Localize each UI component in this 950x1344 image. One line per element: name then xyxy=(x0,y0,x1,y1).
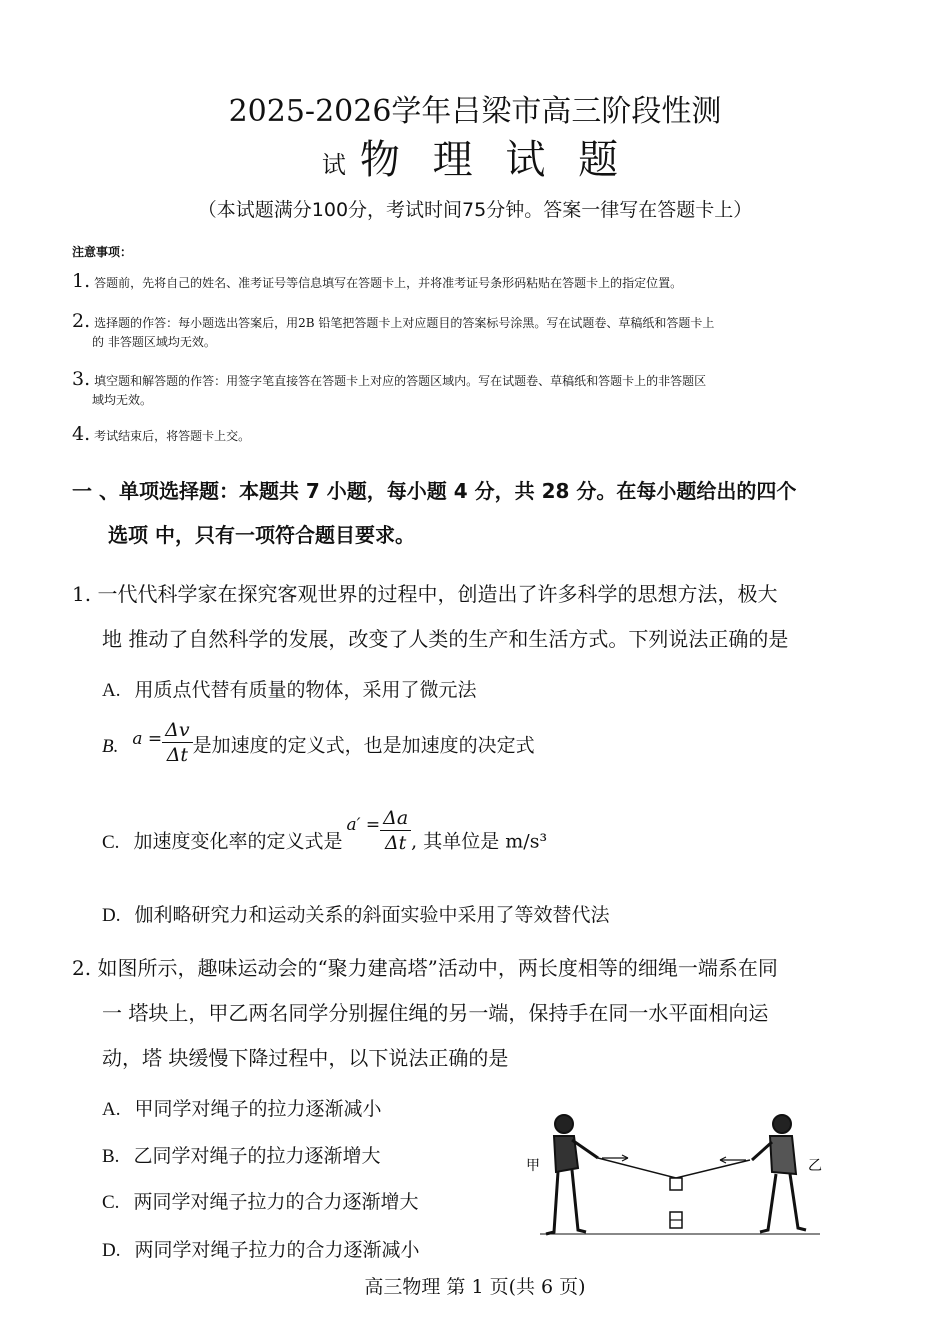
figure-label-right: 乙 xyxy=(808,1158,822,1174)
q1-stem-line2: 地 推动了自然科学的发展，改变了人类的生产和生活方式。下列说法正确的是 xyxy=(102,627,789,651)
option-label: D. xyxy=(102,1240,121,1261)
subject-title: 物 理 试 题 xyxy=(359,137,629,183)
q1-option-d xyxy=(102,900,610,927)
q1-option-b xyxy=(102,719,535,771)
notice-item xyxy=(72,312,882,352)
formula-denominator: Δt xyxy=(384,832,407,854)
option-label: D. xyxy=(102,905,121,926)
option-text: 甲同学对绳子的拉力逐渐减小 xyxy=(134,1098,382,1120)
option-label: B. xyxy=(102,735,119,757)
option-text: 用质点代替有质量的物体，采用了微元法 xyxy=(134,679,477,701)
q2-figure xyxy=(520,1110,830,1245)
notice-num: 4. xyxy=(72,423,91,445)
notice-item xyxy=(72,272,882,293)
q2-stem-line2: 一 塔块上，甲乙两名同学分别握住绳的另一端，保持手在同一水平面相向运 xyxy=(102,1001,769,1025)
notice-text: 选择题的作答：每小题选出答案后，用2B 铅笔把答题卡上对应题目的答案标号涂黑。写在试题卷、草稿纸和答题卡上 xyxy=(94,316,715,330)
notice-text: 填空题和解答题的作答：用签字笔直接答在答题卡上对应的答题区域内。写在试题卷、草稿纸和答题卡上的非答题区 xyxy=(94,374,707,388)
notice-text: 考试结束后，将答题卡上交。 xyxy=(94,429,251,443)
formula-denominator: Δt xyxy=(166,744,189,766)
notice-item xyxy=(72,370,882,410)
formula-lhs: a = xyxy=(132,728,163,749)
notice-item xyxy=(72,425,882,446)
option-label: A. xyxy=(102,1099,121,1120)
option-text: 伽利略研究力和运动关系的斜面实验中采用了等效替代法 xyxy=(134,904,610,926)
formula-numerator: Δv xyxy=(162,718,192,743)
q1-stem-line1: 1. 一代代科学家在探究客观世界的过程中，创造出了许多科学的思想方法，极大 xyxy=(72,582,778,606)
section-heading-line2: 选项 中，只有一项符合题目要求。 xyxy=(108,523,415,547)
notice-text-cont: 的 非答题区域均无效。 xyxy=(92,335,216,349)
q2-option-b xyxy=(102,1141,380,1168)
section-heading-line1: 一 、单项选择题：本题共 7 小题，每小题 4 分，共 28 分。在每小题给出的四个 xyxy=(72,479,797,503)
q2-stem-line1: 2. 如图所示，趣味运动会的“聚力建高塔”活动中，两长度相等的细绳一端系在同 xyxy=(72,956,778,980)
option-text: 两同学对绳子拉力的合力逐渐增大 xyxy=(133,1191,419,1213)
formula-numerator: Δa xyxy=(380,806,411,831)
option-text: 乙同学对绳子的拉力逐渐增大 xyxy=(133,1145,381,1167)
formula-fraction xyxy=(380,806,411,855)
exam-subtitle: （本试题满分100分，考试时间75分钟。答案一律写在答题卡上） xyxy=(197,199,753,221)
option-text: 加速度变化率的定义式是 xyxy=(133,830,343,853)
option-text-tail: , 其单位是 m/s³ xyxy=(411,830,548,853)
notice-text-cont: 域均无效。 xyxy=(92,393,153,407)
option-text: 是加速度的定义式，也是加速度的决定式 xyxy=(192,734,535,757)
option-label: C. xyxy=(102,1192,120,1213)
q2-option-d xyxy=(102,1235,420,1262)
option-label: C. xyxy=(102,831,120,853)
person-right xyxy=(752,1115,806,1232)
notice-heading: 注意事项： xyxy=(72,245,133,259)
formula-fraction xyxy=(162,718,192,767)
notice-num: 2. xyxy=(72,310,91,332)
figure-label-left: 甲 xyxy=(526,1158,540,1174)
notice-num: 3. xyxy=(72,368,91,390)
exam-title-line2 xyxy=(0,128,950,185)
formula-lhs: a′ = xyxy=(346,814,381,835)
option-label: B. xyxy=(102,1146,120,1167)
option-text: 两同学对绳子拉力的合力逐渐减小 xyxy=(134,1239,420,1261)
q2-option-c xyxy=(102,1187,418,1214)
q1-option-c xyxy=(102,807,548,867)
title-small-char: 试 xyxy=(321,151,346,179)
rope xyxy=(598,1158,750,1178)
notice-text: 答题前，先将自己的姓名、准考证号等信息填写在答题卡上，并将准考证号条形码粘贴在答题卡上的指定位置。 xyxy=(94,276,683,290)
page-footer: 高三物理 第 1 页(共 6 页) xyxy=(364,1276,586,1298)
notice-num: 1. xyxy=(72,270,91,292)
exam-title-line1: 2025-2026学年吕梁市高三阶段性测 xyxy=(228,94,722,129)
q2-stem-line3: 动，塔 块缓慢下降过程中，以下说法正确的是 xyxy=(102,1046,509,1070)
tower-block-hanging xyxy=(670,1178,682,1190)
q1-option-a xyxy=(102,675,477,702)
person-left xyxy=(546,1115,598,1234)
q2-option-a xyxy=(102,1094,382,1121)
option-label: A. xyxy=(102,680,121,701)
